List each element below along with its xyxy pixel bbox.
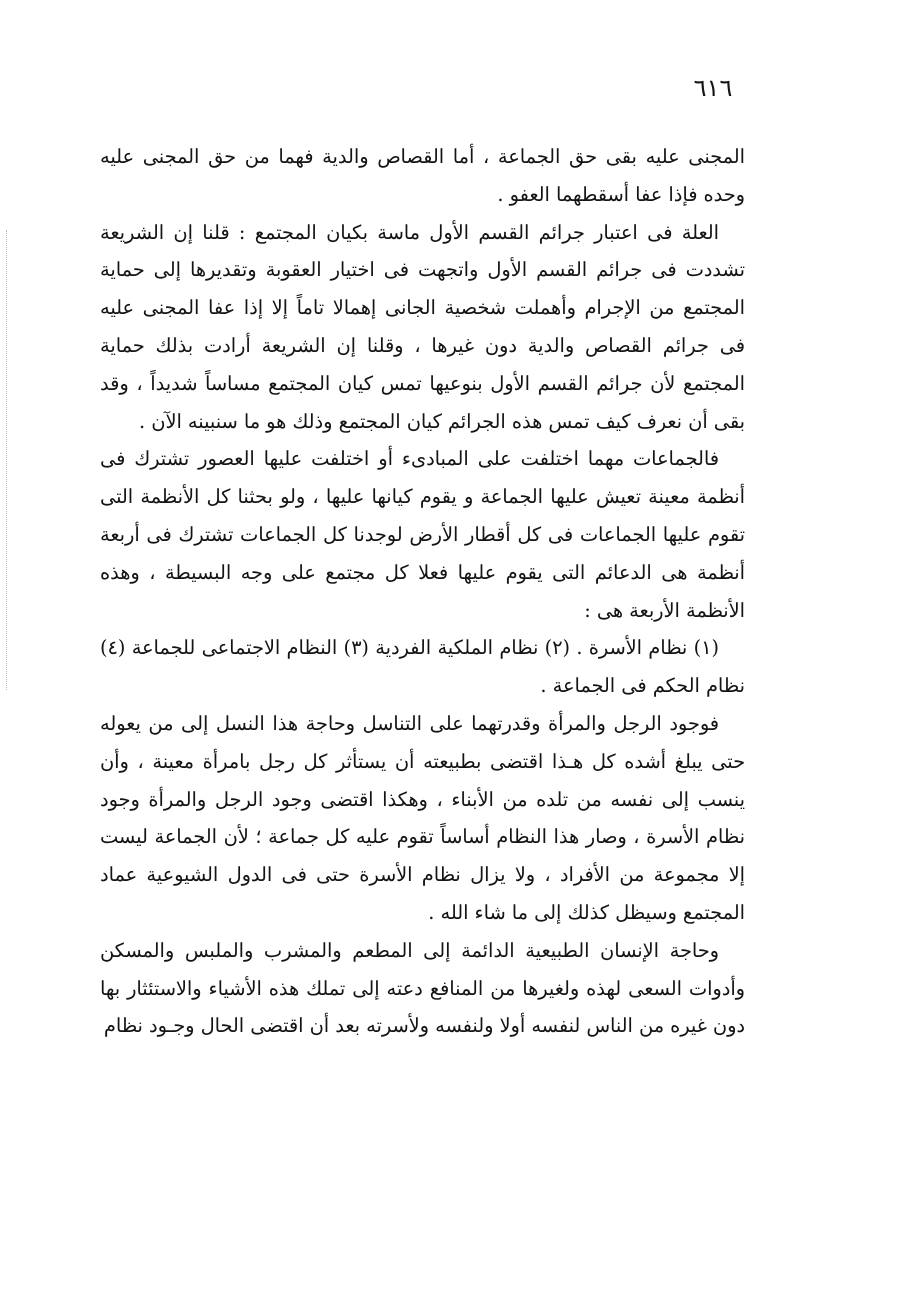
paragraph-6: وحاجة الإنسان الطبيعية الدائمة إلى المطعم والمشرب والملبس والمسكن وأدوات السعى لهذه ولغيرها من المنافع دعته إلى تملك هذه الأشياء والاستئثار بها دون غيره من الناس لنفسه أولا ولنفسه ولأسرته بعد أن اقتضى الحال وجـود نظام	[100, 938, 745, 1038]
paragraph-1: المجنى عليه بقى حق الجماعة ، أما القصاص والدية فهما من حق المجنى عليه وحده فإذا عفا أسقطهما العفو .	[100, 145, 745, 206]
page-number: ٦١٦	[693, 74, 733, 102]
scan-edge-mark	[6, 230, 8, 690]
paragraph-5: فوجود الرجل والمرأة وقدرتهما على التناسل وحاجة هذا النسل إلى من يعوله حتى يبلغ أشده كل هـذا اقتضى بطبيعته أن يستأثر كل رجل بامرأة معينة ، وأن ينسب إلى نفسه من تلده من الأبناء ، وهكذا اقتضى وجود الرجل والمرأة وجود نظام الأسرة ، وصار هذا النظام أساساً تقوم عليه كل جماعة ؛ لأن الجماعة ليست إلا مجموعة من الأفراد ، ولا يزال نظام الأسرة حتى فى الدول الشيوعية عماد المجتمع وسيظل كذلك إلى ما شاء الله .	[100, 711, 745, 924]
paragraph-3: فالجماعات مهما اختلفت على المبادىء أو اختلفت عليها العصور تشترك فى أنظمة معينة تعيش عليها الجماعة و يقوم كيانها عليها ، ولو بحثنا كل الأنظمة التى تقوم عليها الجماعات فى كل أقطار الأرض لوجدنا كل الجماعات تشترك فى أربعة أنظمة هى الدعائم التى يقوم عليها فعلا كل مجتمع على وجه البسيطة ، وهذه الأنظمة الأربعة هى :	[100, 447, 745, 622]
page-body	[100, 138, 745, 1045]
paragraph-4: (١) نظام الأسرة . (٢) نظام الملكية الفردية (٣) النظام الاجتماعى للجماعة (٤) نظام الحكم فى الجماعة .	[100, 636, 745, 698]
paragraph-2: العلة فى اعتبار جرائم القسم الأول ماسة بكيان المجتمع : قلنا إن الشريعة تشددت فى جرائم القسم الأول واتجهت فى اختيار العقوبة وتقديرها إلى حماية المجتمع من الإجرام وأهملت شخصية الجانى إهمالا تاماً إلا إذا عفا المجنى عليه فى جرائم القصاص والدية دون غيرها ، وقلنا إن الشريعة أرادت بذلك حماية المجتمع لأن جرائم القسم الأول بنوعيها تمس كيان المجتمع مساساً شديداً ، وقد بقى أن نعرف كيف تمس هذه الجرائم كيان المجتمع وذلك هو ما سنبينه الآن .	[100, 220, 745, 433]
